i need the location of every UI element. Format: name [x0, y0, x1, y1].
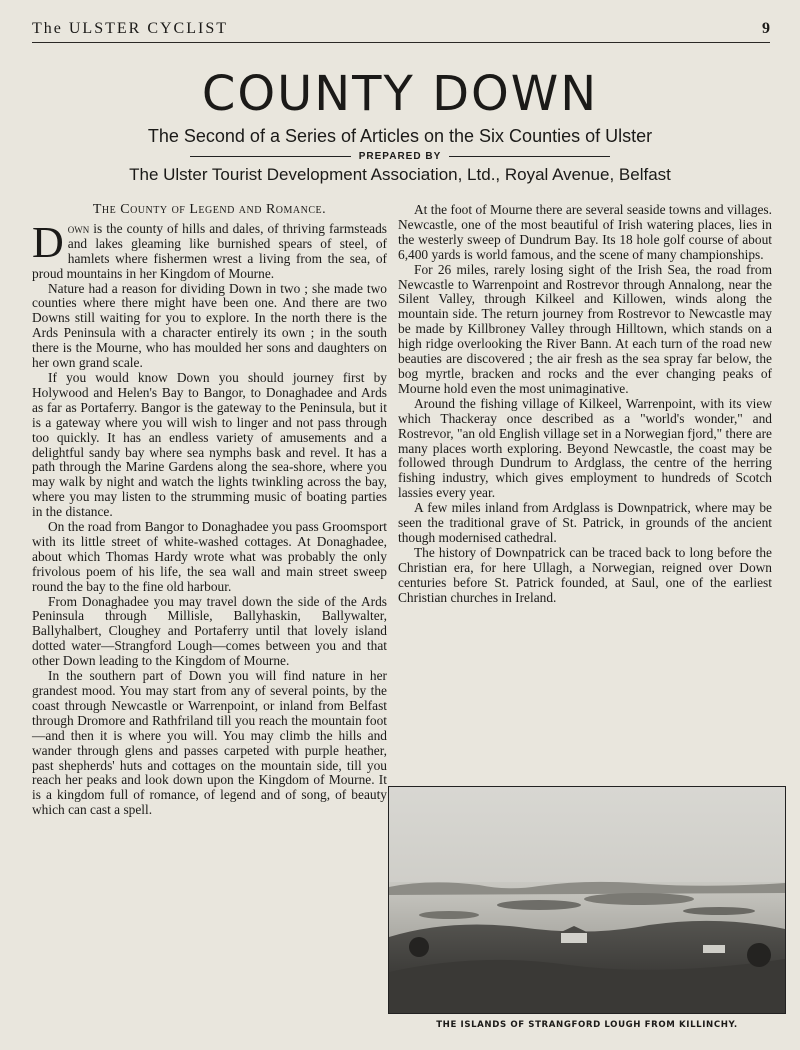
paragraph: Around the fishing village of Kilkeel, Warrenpoint, with its view which Thackeray once described as a "world's wonder," and Rostrevor, "an old English village set in a Norwegian fjord," there are many places worth exploring. Beyond Newcastle, the coast may be followed through Dundrum to Ardglass, the centre of the herring fishing industry, which gives employment to hundreds of Scotch lassies every year. [398, 395, 772, 501]
paragraph: In the southern part of Down you will find nature in her grandest mood. You may start from any of several points, by the coast through Newcastle or Warrenpoint, or inland from Belfast through Dromore and Rathfriland till you reach the mountain foot—and then it is where you will. You may climb the hills and wander through glens and passes carpeted with purple heather, past shepherds' huts and cottages on the mountain side, till you reach her peaks and look down upon the Kingdom of Mourne. It is a kingdom full of romance, of legend and of song, of beauty which can cast a spell. [32, 668, 387, 818]
photo-figure [388, 786, 786, 1032]
paragraph: At the foot of Mourne there are several seaside towns and villages. Newcastle, one of the most beautiful of Irish watering places, lies in the westerly sweep of Dundrum Bay. Its 18 hole golf course of about 6,400 yards is world famous, and the scene of many championships. [398, 202, 772, 262]
paragraph: For 26 miles, rarely losing sight of the Irish Sea, the road from Newcastle to Warrenpoint and Rostrevor through Annalong, near the Silent Valley, through Kilkeel and Killowen, winds along the mountain side. The return journey from Rostrevor to Newcastle may be made by Killbroney Valley through Hilltown, which stands on a high ridge overlooking the River Bann. At each turn of the road new beauties are discovered ; the air fresh as the sea spray far below, the bog myrtle, bracken and rocks and the ever changing peaks of Mourne hold even the most unimaginative. [398, 261, 772, 396]
paragraph: The history of Downpatrick can be traced back to long before the Christian era, for here Ullagh, a Norwegian, reigned over Down centuries before St. Patrick founded, at Saul, one of the earliest Christian churches in Ireland. [398, 544, 772, 605]
paragraph: If you would know Down you should journey first by Holywood and Helen's Bay to Bangor, to Donaghadee and Ards as far as Portaferry. Bangor is the gateway to the Peninsula, but it is a gateway where you will wish to linger and not pass through too quickly. It has an endless variety of amusements and a delightful sandy bay where sea nymphs bask and revel. It has a path through the Marine Gardens along the sea-shore, where you may walk by night and watch the lights twinkling across the bay, where you may listen to the strumming music of boating parties in the distance. [32, 369, 387, 520]
landscape-photo-image [389, 787, 785, 1013]
drop-cap: D [32, 217, 64, 267]
page-number: 9 [762, 20, 770, 37]
article-title: COUNTY DOWN [201, 66, 599, 122]
prepared-by-label: PREPARED BY [358, 151, 442, 162]
opening-text: is the county of hills and dales, of thriving farmsteads and lakes gleaming like burnished spears of steel, of hamlets where fishermen wrest a living from the sea, of proud mountains in her Kingdom of Mourne. [32, 220, 387, 281]
section-heading: The County of Legend and Romance. [92, 202, 327, 217]
first-word: own [67, 220, 90, 236]
running-head [32, 18, 770, 43]
right-column [398, 203, 772, 605]
paragraph: A few miles inland from Ardglass is Downpatrick, where may be seen the traditional grave of St. Patrick, in grounds of the ancient though modernised cathedral. [398, 500, 772, 545]
photo-caption: THE ISLANDS OF STRANGFORD LOUGH FROM KILLINCHY. [436, 1020, 738, 1030]
strangford-lough-photo [388, 786, 786, 1014]
paragraph: Nature had a reason for dividing Down in two ; she made two counties where there might have been one. And there are two Downs still waiting for you to explore. In the north there is the Ards Peninsula with a character entirely its own ; in the south there is the Mourne, who has moulded her sons and daughters on her own grand scale. [32, 280, 387, 371]
left-column [32, 203, 387, 818]
paragraph: On the road from Bangor to Donaghadee you pass Groomsport with its little street of white-washed cottages. At Donaghadee, about which Thomas Hardy wrote what was probably the only frivolous poem of his life, the sea wall and main street sweep round the bay to the fine old harbour. [32, 519, 387, 594]
magazine-title: The ULSTER CYCLIST [32, 20, 228, 37]
paragraph: From Donaghadee you may travel down the side of the Ards Peninsula through Millisle, Ballyhaskin, Ballywalter, Ballyhalbert, Cloughey and Portaferry until that lovely island dotted water—Strangford Lough—comes between you and that other Down leading to the Kingdom of Mourne. [32, 593, 387, 669]
article-subtitle: The Second of a Series of Articles on the Six Counties of Ulster [147, 126, 653, 146]
right-rule [449, 156, 610, 157]
prepared-by-line [190, 151, 610, 162]
opening-paragraph [32, 217, 387, 282]
article-masthead [0, 66, 800, 185]
left-rule [190, 156, 351, 157]
association-credit: The Ulster Tourist Development Association, Ltd., Royal Avenue, Belfast [129, 165, 671, 184]
